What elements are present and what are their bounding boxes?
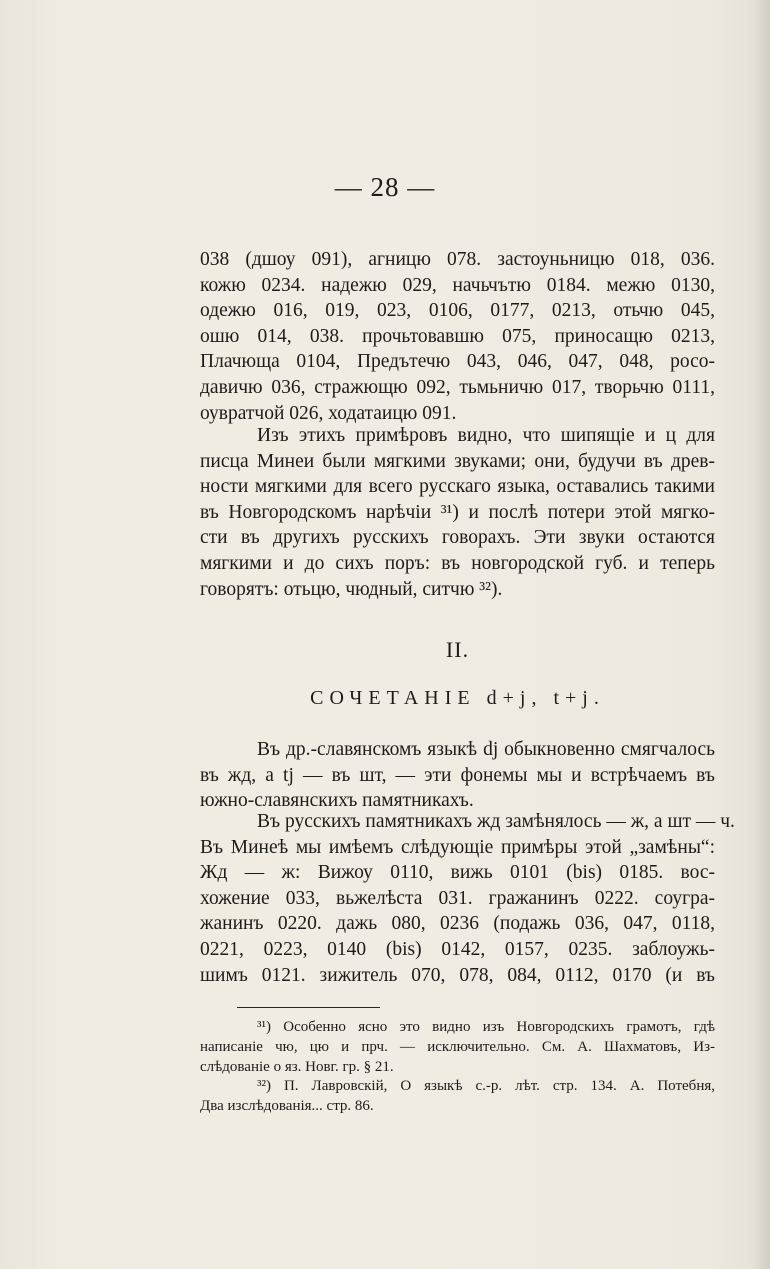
text-line: 0221, 0223, 0140 (bis) 0142, 0157, 0235. заблоужь-	[200, 938, 715, 960]
text-line: говорятъ: отьцю, чюдный, ситчю ³²).	[200, 578, 503, 600]
footnote-line: ³²) П. Лавровскій, О языкѣ с.-р. лѣт. стр. 134. А. Потебня,	[257, 1078, 715, 1095]
text-line: ошю 014, 038. прочьтовавшю 075, приносащю 0213,	[200, 325, 715, 347]
text-line: Въ др.-славянскомъ языкѣ dj обыкновенно смягчалось	[257, 739, 715, 760]
text-line: ности мягкими для всего русскаго языка, оставались такими	[200, 476, 715, 498]
footnote-line: написаніе чю, цю и прч. — исключительно. См. А. Шахматовъ, Из-	[200, 1038, 715, 1055]
text-line: Плачюща 0104, Предътечю 043, 046, 047, 048, росо-	[200, 351, 715, 373]
section-title: СОЧЕТАНІЕ d+j, t+j.	[310, 687, 605, 709]
footnotes	[200, 1018, 715, 1117]
footnote-line: слѣдованіе о яз. Новг. гр. § 21.	[200, 1058, 394, 1075]
text-line: Изъ этихъ примѣровъ видно, что шипящіе и ц для	[257, 425, 715, 446]
text-line: южно-славянскихъ памятникахъ.	[200, 790, 474, 812]
paragraph-1	[200, 247, 715, 426]
text-line: оувратчой 026, ходатаицю 091.	[200, 402, 457, 424]
text-line: давичю 036, стражющю 092, тьмьничю 017, творьчю 0111,	[200, 376, 715, 398]
text-line: въ Новгородскомъ нарѣчіи ³¹) и послѣ потери этой мягко-	[200, 501, 715, 523]
text-line: хожение 033, вьжелѣста 031. гражанинъ 0222. соугра-	[200, 887, 715, 909]
footnote-32	[200, 1077, 715, 1117]
page-number: — 28 —	[334, 172, 436, 202]
text-line: 038 (дшоу 091), агницю 078. застоуньницю 018, 036.	[200, 249, 715, 270]
footnote-31	[200, 1018, 715, 1077]
text-line: шимъ 0121. зижитель 070, 078, 084, 0112, 0170 (и въ	[200, 964, 715, 986]
text-line: Въ русскихъ памятникахъ жд замѣнялось — ж, а шт — ч.	[257, 811, 735, 832]
paragraph-2	[200, 423, 715, 602]
footnote-line: ³¹) Особенно ясно это видно изъ Новгородскихъ грамотъ, гдѣ	[257, 1019, 715, 1035]
text-line: одежю 016, 019, 023, 0106, 0177, 0213, отьчю 045,	[200, 300, 715, 322]
text-line: мягкими и до сихъ поръ: въ новгородской губ. и теперь	[200, 552, 715, 574]
text-line: въ жд, а tj — въ шт, — эти фонемы мы и встрѣчаемъ въ	[200, 764, 715, 786]
footnote-divider	[237, 1007, 380, 1008]
text-line: кожю 0234. надежю 029, начьчътю 0184. межю 0130,	[200, 274, 715, 296]
text-line: жанинъ 0220. дажь 080, 0236 (подажь 036, 047, 0118,	[200, 913, 715, 935]
section-number: II.	[445, 637, 470, 662]
paragraph-4	[200, 809, 735, 988]
paragraph-3	[200, 737, 715, 814]
text-line: Жд — ж: Вижоу 0110, вижь 0101 (bis) 0185. вос-	[200, 862, 715, 884]
text-line: Въ Минеѣ мы имѣемъ слѣдующіе примѣры этой „замѣны“:	[200, 836, 715, 858]
footnote-line: Два изслѣдованія... стр. 86.	[200, 1098, 374, 1115]
text-line: писца Минеи были мягкими звуками; они, будучи въ древ-	[200, 450, 715, 472]
text-line: сти въ другихъ русскихъ говорахъ. Эти звуки остаются	[200, 527, 715, 549]
